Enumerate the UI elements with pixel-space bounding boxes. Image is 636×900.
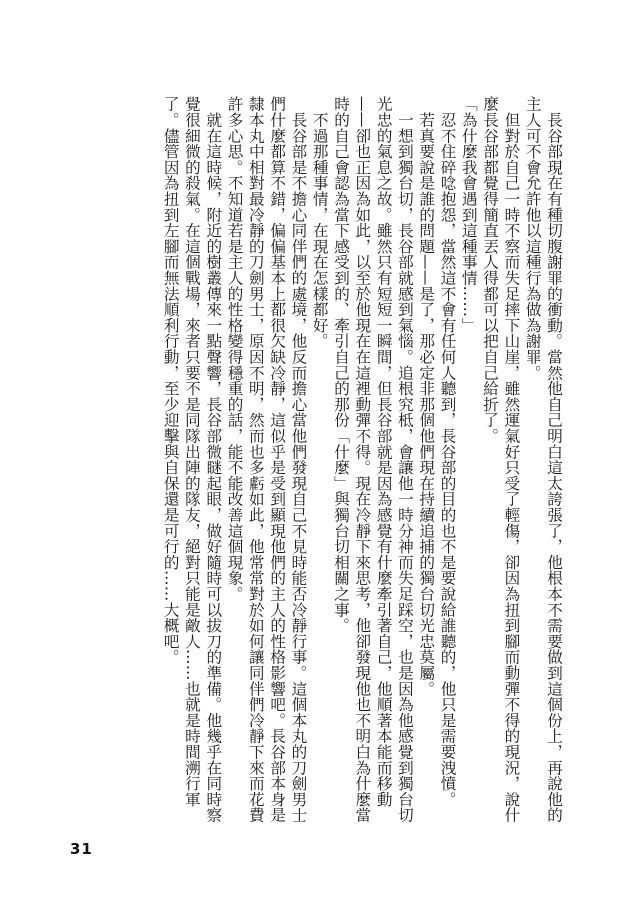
paragraph: 「為什麼我會遇到這種事情……」 <box>459 96 478 333</box>
paragraph: 忍不住碎唸抱怨，當然這不會有任何人聽到，長谷部的目的也不是要說給誰聽的，他只是需要洩憤。 <box>438 96 457 807</box>
vertical-text-body <box>32 96 564 836</box>
paragraph: 就在這時候，附近的樹叢傳來一點聲響，長谷部微瞇起眼，做好隨時可以拔刀的準備。他幾乎在同時察覺很細微的殺氣。在這個戰場，來者只要不是同隊出陣的隊友，絕對只能是敵人……也就是時間溯行軍了。儘管因為扭到左腳而無法順利行動，至少迎擊與自保還是可行的……大概吧。 <box>161 96 223 823</box>
paragraph: 長谷部是不擔心同伴們的處境，他反而擔心當他們發現自己不見時能否冷靜行事。這個本丸的刀劍男士們什麼都算不錯，偏偏基本上都很欠缺冷靜，這似乎是受到顯現他們的主人的性格影響吧。長谷部本身是隸本丸中相對最冷靜的刀劍男士，原因不明，然而也多虧如此，他常常對於如何讓同伴們冷靜下來而花費許多心思。不知道若是主人的性格變得穩重的話，能不能改善這個現象。 <box>225 96 308 823</box>
paragraph: 長谷部現在有種切腹謝罪的衝動。當然他自己明白這太誇張了，他根本不需要做到這個份上，再說他的主人可不會允許他以這種行為做為謝罪。 <box>523 96 563 823</box>
paragraph: 但對於自己一時不察而失足摔下山崖，雖然運氣好只受了輕傷，卻因為扭到腳而動彈不得的現況，說什麼長谷部都覺得簡直丟人得都可以把自己給折了。 <box>481 96 521 823</box>
page-number: 31 <box>70 840 93 858</box>
paragraph: 一想到獨台切，長谷部就感到氣惱。追根究柢，會讓他一時分神而失足踩空，也是因為他感覺到獨台切光忠的氣息之故。雖然只有短短一瞬間，但長谷部就是因為感覺有什麼牽引著自己，他順著本能而移動——卻也正因為如此，以至於他現在在這裡動彈不得。現在冷靜下來思考，他卻發現他也不明白為什麼當時的自己會認為當下感受到的、牽引自己的那份「什麼」與獨台切相關之事。 <box>332 96 414 823</box>
paragraph: 若真要說是誰的問題——是了，那必定非那個他們現在持續追捕的獨台切光忠莫屬。 <box>417 96 436 697</box>
paragraph: 不過那種事情，在現在怎樣都好。 <box>310 96 329 349</box>
